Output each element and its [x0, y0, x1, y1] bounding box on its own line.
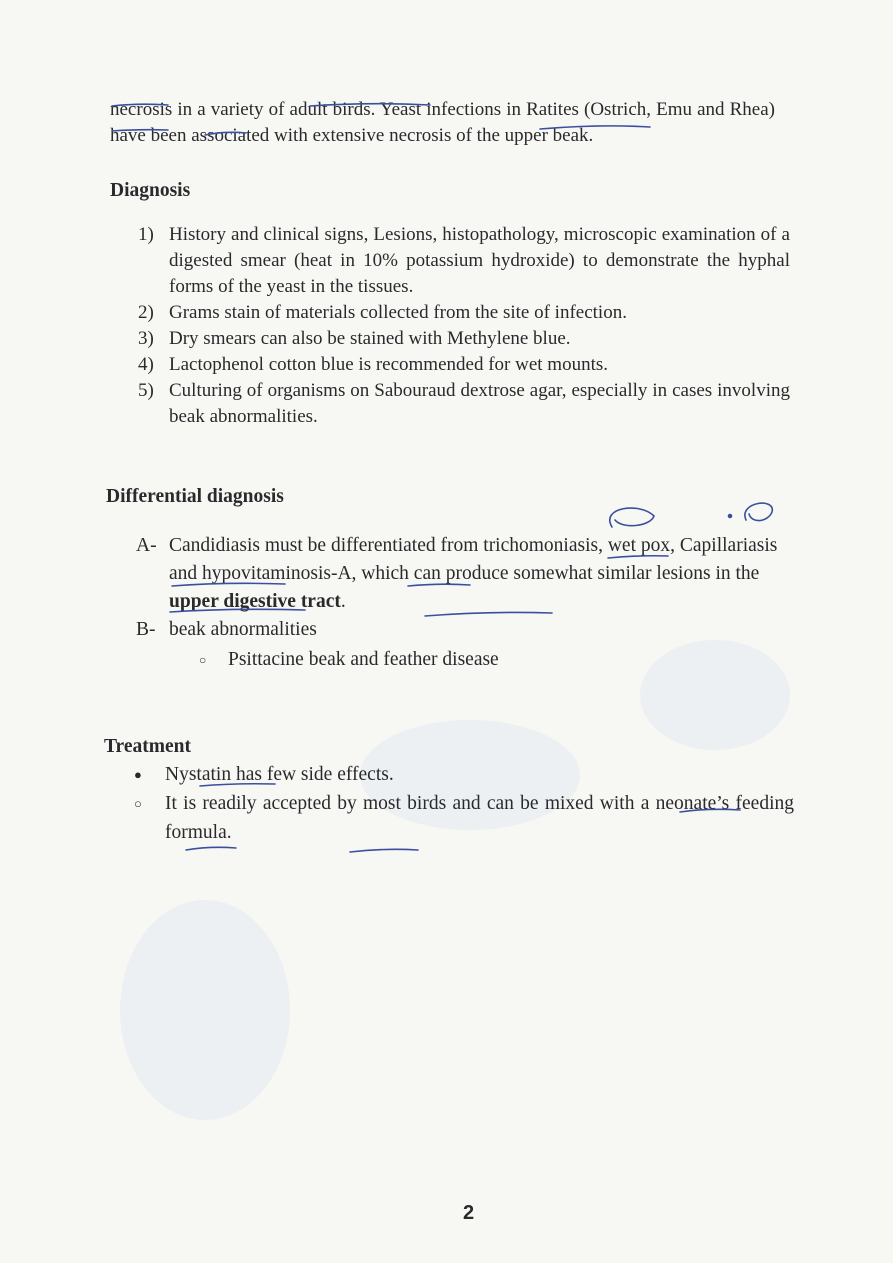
diagnosis-heading: Diagnosis [110, 180, 191, 201]
diagnosis-item [138, 378, 790, 430]
item-text: beak abnormalities [169, 619, 317, 640]
treatment-item [134, 760, 794, 789]
differential-item-a [136, 532, 802, 616]
item-text: History and clinical signs, Lesions, histopathology, microscopic examination of a digested smear (heat in 10% potassium hydroxide) to demonstrate the hyphal forms of the yeast in the tissues. [169, 224, 790, 297]
treatment-item [134, 789, 794, 847]
item-text: It is readily accepted by most birds and can be mixed with a neonate’s feeding formula. [165, 793, 794, 843]
page-number: 2 [463, 1202, 475, 1224]
item-end: . [340, 591, 346, 612]
diagnosis-list [138, 222, 790, 430]
bullet-icon: ○ [134, 796, 142, 811]
item-text: Nystatin has few side effects. [165, 764, 394, 785]
treatment-heading: Treatment [104, 736, 191, 757]
item-bold-text: upper digestive tract [169, 591, 341, 612]
item-number: 3) [138, 328, 154, 349]
diagnosis-item [138, 352, 790, 378]
differential-item-b [136, 616, 802, 644]
item-marker: A- [136, 535, 157, 556]
differential-list [136, 532, 802, 674]
item-number: 5) [138, 380, 154, 401]
item-number: 1) [138, 224, 154, 245]
bullet-icon: ● [134, 767, 142, 782]
differential-subitem [136, 646, 802, 674]
treatment-list [134, 760, 794, 847]
item-text: Dry smears can also be stained with Methylene blue. [169, 328, 571, 349]
item-text: Candidiasis must be differentiated from trichomoniasis, wet pox, Capillariasis and hypovitaminosis-A, which can produce somewhat similar lesions in the [169, 535, 778, 584]
bullet-icon: ○ [199, 653, 207, 667]
item-number: 2) [138, 302, 154, 323]
item-marker: B- [136, 619, 156, 640]
item-text: Psittacine beak and feather disease [228, 649, 499, 670]
paper-stain [120, 900, 290, 1120]
item-text: Culturing of organisms on Sabouraud dextrose agar, especially in cases involving beak abnormalities. [169, 380, 790, 427]
diagnosis-item [138, 326, 790, 352]
item-text: Lactophenol cotton blue is recommended for wet mounts. [169, 354, 608, 375]
differential-heading: Differential diagnosis [106, 486, 284, 507]
item-number: 4) [138, 354, 154, 375]
underline-mark [186, 847, 236, 850]
loop-mark [745, 503, 772, 520]
item-text: Grams stain of materials collected from the site of infection. [169, 302, 627, 323]
loop-mark [610, 508, 654, 527]
diagnosis-item [138, 222, 790, 300]
dot-mark [729, 515, 732, 518]
underline-mark [350, 849, 418, 852]
diagnosis-item [138, 300, 790, 326]
intro-paragraph: necrosis in a variety of adult birds. Yeast infections in Ratites (Ostrich, Emu and Rhea) have been associated with extensive necrosis of the upper beak. [110, 99, 775, 146]
